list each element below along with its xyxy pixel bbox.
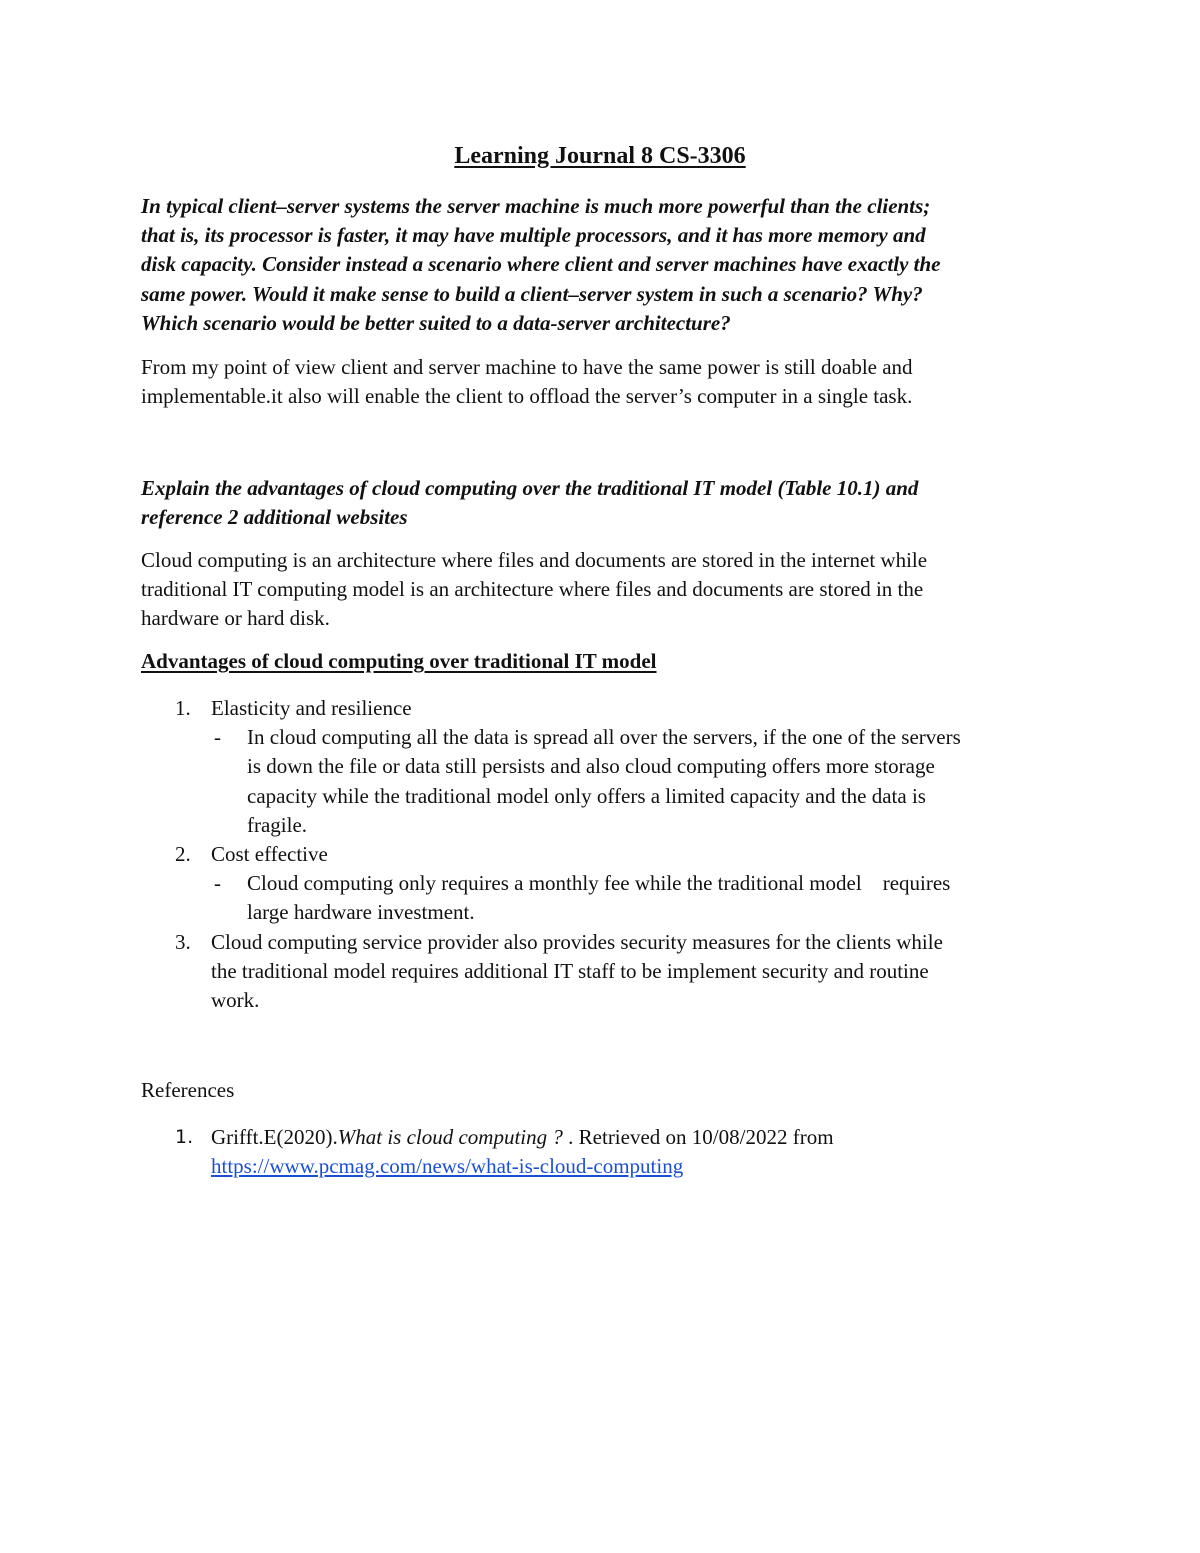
question-1 bbox=[141, 192, 1066, 338]
list-item-number: 2. bbox=[175, 842, 191, 867]
reference-author: Grifft.E(2020). bbox=[211, 1125, 338, 1149]
reference-body bbox=[141, 1123, 1066, 1181]
list-item bbox=[141, 928, 1066, 1016]
question-2-line: reference 2 additional websites bbox=[141, 505, 408, 530]
question-1-line: disk capacity. Consider instead a scenario where client and server machines have exactly the bbox=[141, 252, 941, 277]
references-heading: References bbox=[141, 1078, 235, 1102]
detail-line: Cloud computing only requires a monthly fee while the traditional model requires bbox=[247, 871, 951, 896]
list-item-line: the traditional model requires additional IT staff to be implement security and routine bbox=[211, 958, 929, 983]
reference-number: 1. bbox=[175, 1126, 194, 1148]
list-item bbox=[141, 840, 1066, 869]
list-item-number: 1. bbox=[175, 696, 191, 720]
detail-line: is down the file or data still persists and also cloud computing offers more storage bbox=[247, 754, 935, 779]
detail-line: In cloud computing all the data is spread all over the servers, if the one of the servers bbox=[247, 725, 961, 750]
list-item-detail bbox=[141, 723, 1066, 840]
list-item-line: Cloud computing service provider also provides security measures for the clients while bbox=[211, 929, 943, 954]
list-item-label: Elasticity and resilience bbox=[211, 696, 412, 720]
reference-retrieved: . Retrieved on 10/08/2022 from bbox=[568, 1125, 834, 1149]
page-title: Learning Journal 8 CS-3306 bbox=[454, 143, 746, 169]
advantages-heading: Advantages of cloud computing over traditional IT model bbox=[141, 649, 657, 673]
question-2-line: Explain the advantages of cloud computing over the traditional IT model (Table 10.1) and bbox=[141, 476, 919, 500]
answer-2-line: traditional IT computing model is an architecture where files and documents are stored in the bbox=[141, 577, 924, 602]
question-1-line: same power. Would it make sense to build a client–server system in such a scenario? Why? bbox=[141, 281, 923, 306]
answer-2 bbox=[141, 546, 1066, 634]
detail-line: fragile. bbox=[247, 812, 308, 837]
detail-line: large hardware investment. bbox=[247, 900, 475, 925]
list-item-label: Cost effective bbox=[211, 842, 328, 867]
reference-title: What is cloud computing ? bbox=[337, 1125, 569, 1149]
question-1-line: that is, its processor is faster, it may have multiple processors, and it has more memory and bbox=[141, 223, 926, 248]
answer-1 bbox=[141, 353, 1066, 411]
answer-1-line: implementable.it also will enable the client to offload the server’s computer in a single task. bbox=[141, 384, 913, 409]
answer-2-line: hardware or hard disk. bbox=[141, 606, 330, 631]
dash-bullet: - bbox=[214, 725, 221, 750]
list-item-line: work. bbox=[211, 988, 260, 1013]
dash-bullet: - bbox=[214, 871, 221, 896]
question-1-line: In typical client–server systems the server machine is much more powerful than the clients; bbox=[141, 194, 931, 218]
reference-link[interactable]: https://www.pcmag.com/news/what-is-cloud-computing bbox=[211, 1154, 684, 1179]
reference-item bbox=[141, 1123, 1066, 1181]
list-item bbox=[141, 694, 1066, 723]
question-2 bbox=[141, 474, 1066, 532]
list-item-detail bbox=[141, 869, 1066, 927]
list-item-number: 3. bbox=[175, 929, 191, 954]
answer-2-line: Cloud computing is an architecture where files and documents are stored in the internet while bbox=[141, 548, 928, 572]
question-1-line: Which scenario would be better suited to a data-server architecture? bbox=[141, 310, 731, 335]
advantages-list bbox=[141, 694, 1066, 1015]
detail-line: capacity while the traditional model only offers a limited capacity and the data is bbox=[247, 783, 926, 808]
answer-1-line: From my point of view client and server machine to have the same power is still doable and bbox=[141, 355, 913, 379]
